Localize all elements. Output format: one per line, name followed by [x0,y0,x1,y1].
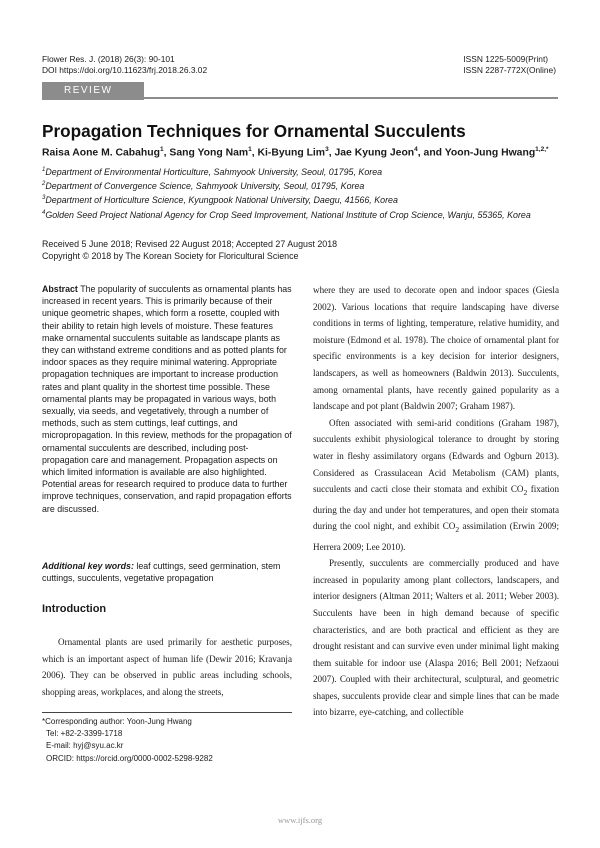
author-name: Jae Kyung Jeon [334,147,415,159]
author-affil-sup: 1 [159,146,164,153]
section-band [42,82,558,100]
issn-print: ISSN 1225-5009(Print) [463,54,549,64]
keywords-text: leaf cuttings, seed germination, stem cuttings, succulents, vegetative propagation [42,561,281,584]
history-block [42,238,337,263]
author-email[interactable]: E-mail: hyj@syu.ac.kr [46,741,124,751]
corresponding-author-footnote [42,716,213,765]
affiliation-sup: 4 [42,209,46,216]
author-affil-sup: 1 [248,146,252,153]
author-name: Yoon-Jung Hwang [444,147,536,159]
affiliation-item [42,192,562,206]
affiliation-item [42,207,562,221]
abstract-label: Abstract [42,284,78,294]
author-list [42,146,549,158]
affiliation-item [42,164,562,178]
affiliation-sup: 1 [42,167,46,173]
author-separator: , [251,147,258,159]
author-name: Sang Yong Nam [169,147,249,159]
keywords-label: Additional key words: [42,561,134,571]
copyright-notice: Copyright © 2018 by The Korean Society for Floricultural Science [42,251,299,262]
journal-citation: Flower Res. J. (2018) 26(3): 90-101 [42,54,175,64]
paper-title: Propagation Techniques for Ornamental Succulents [42,121,466,141]
issn-block [463,54,556,76]
affiliation-text: Golden Seed Project National Agency for Crop Seed Improvement, National Institute of Crop Science, Wanju, 55365, Korea [45,209,531,220]
section-divider [144,97,558,99]
corresponding-author: *Corresponding author: Yoon-Jung Hwang [42,717,192,726]
affiliation-list [42,164,562,221]
author-separator: , and [417,147,445,159]
issn-online: ISSN 2287-772X(Online) [463,65,556,75]
abstract-text: The popularity of succulents as ornamental plants has increased in recent years. This is primarily because of their unique geometric shapes, which form a rosette, coupled with their ability to retain high levels of moisture. These features make ornamental succulents suitable as landscape plants as they can withstand extreme conditions and as potted plants for indoor spaces as they require minimal watering. Appropriate propagation techniques are important to increase production rates and plant quality in the shortest time possible. These ornamental plants may be propagated in various ways, both sexually, via seeds, and vegetatively, through a number of methods, such as stem cuttings, leaf cuttings, and micropropagation. In this review, methods for the propagation of ornamental succulents are described, including post-propagation care and management. Propagation aspects on which limited information is available are also highlighted. Potential areas for research required to produce data to further improve techniques, conservation, and rapid propagation efforts are discussed. [42,284,292,514]
author-name: Ki-Byung Lim [257,147,326,159]
author-separator: , [163,147,170,159]
author-phone: Tel: +82-2-3399-1718 [46,729,123,739]
journal-header [42,54,207,76]
author-affil-sup: 3 [325,146,329,153]
doi-link[interactable]: DOI https://doi.org/10.11623/frj.2018.26.3.02 [42,65,208,75]
author-name: Raisa Aone M. Cabahug [42,147,160,159]
footnote-divider [42,712,292,713]
body-text: fixation during the day and under hot temperatures, and open their stomata during the cool night, and exhibit CO [313,484,560,532]
body-text: Often associated with semi-arid conditions (Graham 1987), succulents exhibit physiological tolerance to drought by storing water in fleshy assimilatory organs (Edwards and Ogburn 2013). Considered as Crassulacean Acid Metabolism (CAM) plants, succulents and cacti close their stomata and exhibit CO [313,417,559,495]
body-text: assimilation (Erwin 2009; Herrera 2009; Lee 2010). [313,521,559,552]
body-paragraph: where they are used to decorate open and indoor spaces (Giesla 2002). Various locations that require landscaping have diverse conditions in terms of lighting, temperature, relative humidity, and moisture (Edmond et al. 1978). The choice of ornamental plant for specific environments is a key decision for interior designers, landscapers, as well as homeowners (Baldwin 2013). Succulents, among ornamental plants, have recently gained popularity as a landscape and pot plant (Baldwin 2007; Graham 1987). [313,285,559,412]
affiliation-sup: 2 [42,181,46,188]
affiliation-text: Department of Horticulture Science, Kyungpook National University, Daegu, 41566, Korea [45,195,398,206]
affiliation-item [42,178,562,192]
introduction-heading: Introduction [42,603,107,615]
body-paragraph [313,415,559,555]
abstract [42,283,292,515]
affiliation-text: Department of Convergence Science, Sahmyook University, Seoul, 01795, Korea [45,181,365,192]
keywords [42,560,292,584]
subscript: 2 [455,524,460,534]
body-paragraph: Presently, succulents are commercially produced and have increased in popularity among plant collectors, landscapers, and interior designers (Altman 2011; Walters et al. 2011; Weber 2003). Succulents have been in high demand because of specific characteristics, and are both practical and efficient as they are drought resistant and can survive even under minimal light making them suitable for indoor use (Alaspa 2016; Bell 2001; Nefzaoui 2007). Coupled with their architectural, sculptural, and geometric shapes, succulents provide clear and simple lines that can be made into bizarre, eye-catching, and collectible [313,558,559,718]
author-separator: , [328,147,335,159]
review-tag: REVIEW [42,82,144,100]
author-affil-sup: 4 [414,146,418,153]
intro-paragraph: Ornamental plants are used primarily for aesthetic purposes, which is an important aspect of human life (Dewir 2016; Kravanja 2006). They can be observed in public areas including schools, shopping areas, workplaces, and along the streets, [42,637,292,697]
intro-left-column [42,634,292,700]
received-dates: Received 5 June 2018; Revised 22 August 2018; Accepted 27 August 2018 [42,239,338,249]
right-column [313,282,559,721]
author-affil-sup: 1,2,* [535,146,549,153]
author-orcid[interactable]: ORCID: https://orcid.org/0000-0002-5298-9282 [46,753,213,763]
affiliation-text: Department of Environmental Horticulture, Sahmyook University, Seoul, 01795, Korea [45,166,383,177]
journal-url[interactable]: www.ijfs.org [277,815,323,825]
affiliation-sup: 3 [42,195,46,202]
subscript: 2 [523,487,528,497]
